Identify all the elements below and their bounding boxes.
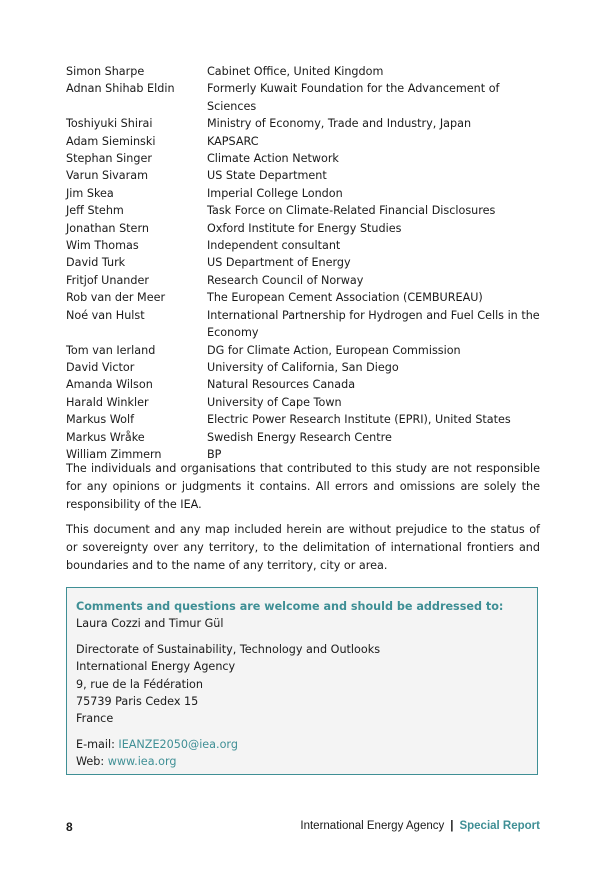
contact-names: Laura Cozzi and Timur Gül [76, 617, 224, 631]
map-disclaimer-paragraph: This document and any map included herein are without prejudice to the status of or sovereignty over any territory, to the delimitation of international frontiers and boundaries and to the name of any territory, city or area. [66, 523, 540, 572]
contributor-name: Rob van der Meer [66, 291, 166, 305]
disclaimer-paragraph: The individuals and organisations that contributed to this study are not responsible for any opinions or judgments it contains. All errors and omissions are solely the responsibility of the IEA. [66, 462, 540, 511]
contributor-organisation: Climate Action Network [207, 152, 339, 166]
contributor-organisation: University of California, San Diego [207, 360, 399, 374]
footer-separator: | [450, 820, 454, 832]
address-line: International Energy Agency [76, 660, 236, 674]
contributor-organisation: The European Cement Association (CEMBUREAU) [207, 291, 483, 305]
contributor-row [66, 394, 546, 411]
email-link[interactable]: IEANZE2050@iea.org [118, 737, 238, 751]
contributor-row [66, 272, 546, 289]
page-number: 8 [66, 820, 73, 834]
contributor-row [66, 63, 546, 80]
contributor-row [66, 185, 546, 202]
contributor-organisation: Cabinet Office, United Kingdom [207, 65, 384, 78]
contributor-row [66, 150, 546, 167]
contributor-row [66, 133, 546, 150]
contributor-name: Tom van Ierland [66, 343, 156, 357]
contributor-name: Harald Winkler [66, 395, 149, 409]
address-line: 9, rue de la Fédération [76, 677, 203, 691]
contributor-list [66, 63, 546, 463]
address-line: France [76, 712, 114, 726]
contact-box-title: Comments and questions are welcome and should be addressed to: [76, 600, 504, 613]
contributor-name: Jim Skea [66, 186, 114, 200]
contributor-name: Wim Thomas [66, 239, 139, 253]
address-line: Directorate of Sustainability, Technology and Outlooks [76, 642, 381, 656]
web-link[interactable]: www.iea.org [107, 755, 177, 769]
address-line: 75739 Paris Cedex 15 [76, 695, 199, 709]
contributor-row [66, 115, 546, 132]
contributor-organisation: DG for Climate Action, European Commission [207, 343, 461, 357]
contributor-name: Adnan Shihab Eldin [66, 82, 175, 96]
contributor-name: Varun Sivaram [66, 169, 149, 183]
contributor-organisation: Imperial College London [207, 186, 343, 200]
contributor-row [66, 220, 546, 237]
contributor-organisation: US Department of Energy [207, 256, 351, 270]
contributor-row [66, 342, 546, 359]
contributor-organisation: Swedish Energy Research Centre [207, 430, 392, 444]
web-row [76, 753, 528, 770]
contributor-organisation: Task Force on Climate-Related Financial Disclosures [207, 204, 496, 218]
contributor-name: Simon Sharpe [66, 65, 145, 78]
contributor-organisation: US State Department [207, 169, 327, 183]
contributor-organisation: KAPSARC [207, 134, 259, 148]
contributor-row [66, 237, 546, 254]
contributor-row [66, 202, 546, 219]
contributor-name: Stephan Singer [66, 152, 152, 166]
contributor-row [66, 289, 546, 306]
contributor-organisation: Formerly Kuwait Foundation for the Advancement of Sciences [207, 82, 500, 113]
footer-right [300, 820, 540, 832]
web-label: Web: [76, 755, 108, 769]
contributor-name: Jonathan Stern [66, 221, 149, 235]
contributor-name: Markus Wråke [66, 430, 145, 444]
contributor-row [66, 376, 546, 393]
contributor-name: David Victor [66, 360, 135, 374]
contact-box [66, 587, 538, 775]
contributor-organisation: University of Cape Town [207, 395, 342, 409]
contributor-organisation: Natural Resources Canada [207, 378, 356, 392]
email-row [76, 736, 528, 753]
contributor-name: Amanda Wilson [66, 378, 153, 392]
email-label: E-mail: [76, 737, 119, 751]
contributor-name: Fritjof Unander [66, 273, 149, 287]
contributor-row [66, 254, 546, 271]
contributor-row [66, 359, 546, 376]
footer-report-type: Special Report [459, 820, 540, 832]
contributor-organisation: Oxford Institute for Energy Studies [207, 221, 402, 235]
footer-agency: International Energy Agency [300, 820, 445, 832]
contributor-organisation: Research Council of Norway [207, 273, 364, 287]
contributor-row [66, 429, 546, 446]
contributor-name: Markus Wolf [66, 413, 135, 427]
contributor-organisation: Ministry of Economy, Trade and Industry, Japan [207, 117, 472, 131]
contributor-organisation: Independent consultant [207, 239, 341, 253]
contributor-name: David Turk [66, 256, 126, 270]
contributor-name: Adam Sieminski [66, 134, 156, 148]
contributor-row [66, 411, 546, 428]
contributor-organisation: International Partnership for Hydrogen and Fuel Cells in the Economy [207, 308, 540, 340]
contributor-name: Toshiyuki Shirai [66, 117, 153, 131]
contributor-row [66, 80, 546, 115]
contributor-name: William Zimmern [66, 447, 162, 461]
contributor-row [66, 307, 546, 342]
contributor-organisation: BP [207, 447, 222, 461]
contributor-organisation: Electric Power Research Institute (EPRI), United States [207, 413, 511, 427]
contributor-name: Noé van Hulst [66, 308, 145, 322]
contributor-name: Jeff Stehm [66, 204, 124, 218]
contributor-row [66, 167, 546, 184]
